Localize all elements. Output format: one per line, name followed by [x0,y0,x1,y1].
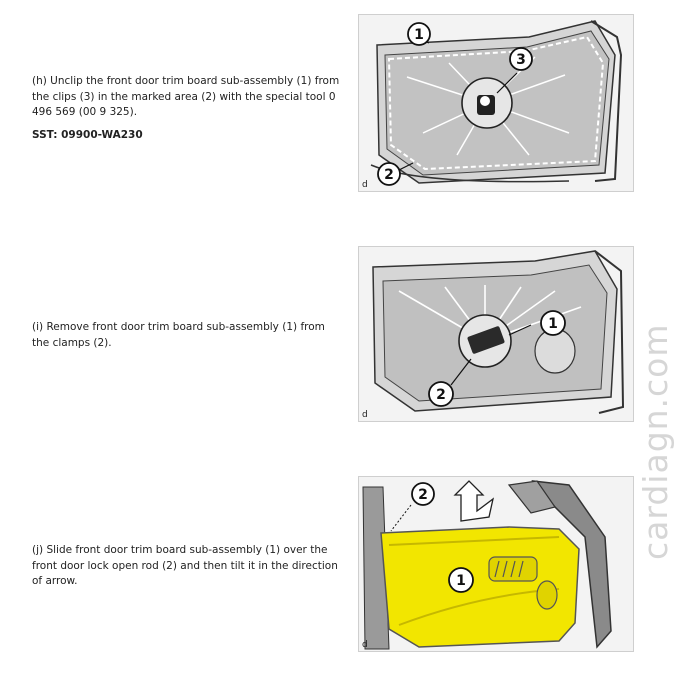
callout-1 [408,23,430,45]
step-h-special-tool: SST: 09900-WA230 [32,128,143,141]
door-panel-clamps-illustration [359,247,633,421]
callout-1-label: 1 [548,316,558,332]
watermark: cardiagn.com [636,323,675,560]
figure-tag: d [362,410,368,420]
step-h-text-block [32,74,350,143]
figure-step-j [358,476,634,652]
step-j-text-block [32,543,350,590]
callout-2 [378,163,400,185]
step-j-instruction: (j) Slide front door trim board sub-assembly (1) over the front door lock open rod (2) and then tilt it in the direction of arrow. [32,544,338,587]
callout-1 [449,568,473,592]
callout-2 [429,382,453,406]
callout-2-label: 2 [384,167,394,183]
door-trim-board-illustration [359,477,633,651]
step-i-text-block [32,320,342,351]
figure-tag: d [362,180,368,190]
figure-step-i [358,246,634,422]
door-inner-panel-illustration [359,15,633,191]
callout-1 [541,311,565,335]
figure-step-h [358,14,634,192]
callout-3 [510,48,532,70]
callout-1-label: 1 [456,573,466,589]
figure-tag: d [362,640,368,650]
callout-3-label: 3 [516,52,526,68]
step-i-instruction: (i) Remove front door trim board sub-assembly (1) from the clamps (2). [32,321,325,349]
callout-1-label: 1 [414,27,424,43]
step-h-instruction: (h) Unclip the front door trim board sub-assembly (1) from the clips (3) in the marked area (2) with the special tool 0 496 569 (00 9 325). [32,75,340,118]
callout-2 [412,483,434,505]
callout-2-label: 2 [418,487,428,503]
callout-2-label: 2 [436,387,446,403]
